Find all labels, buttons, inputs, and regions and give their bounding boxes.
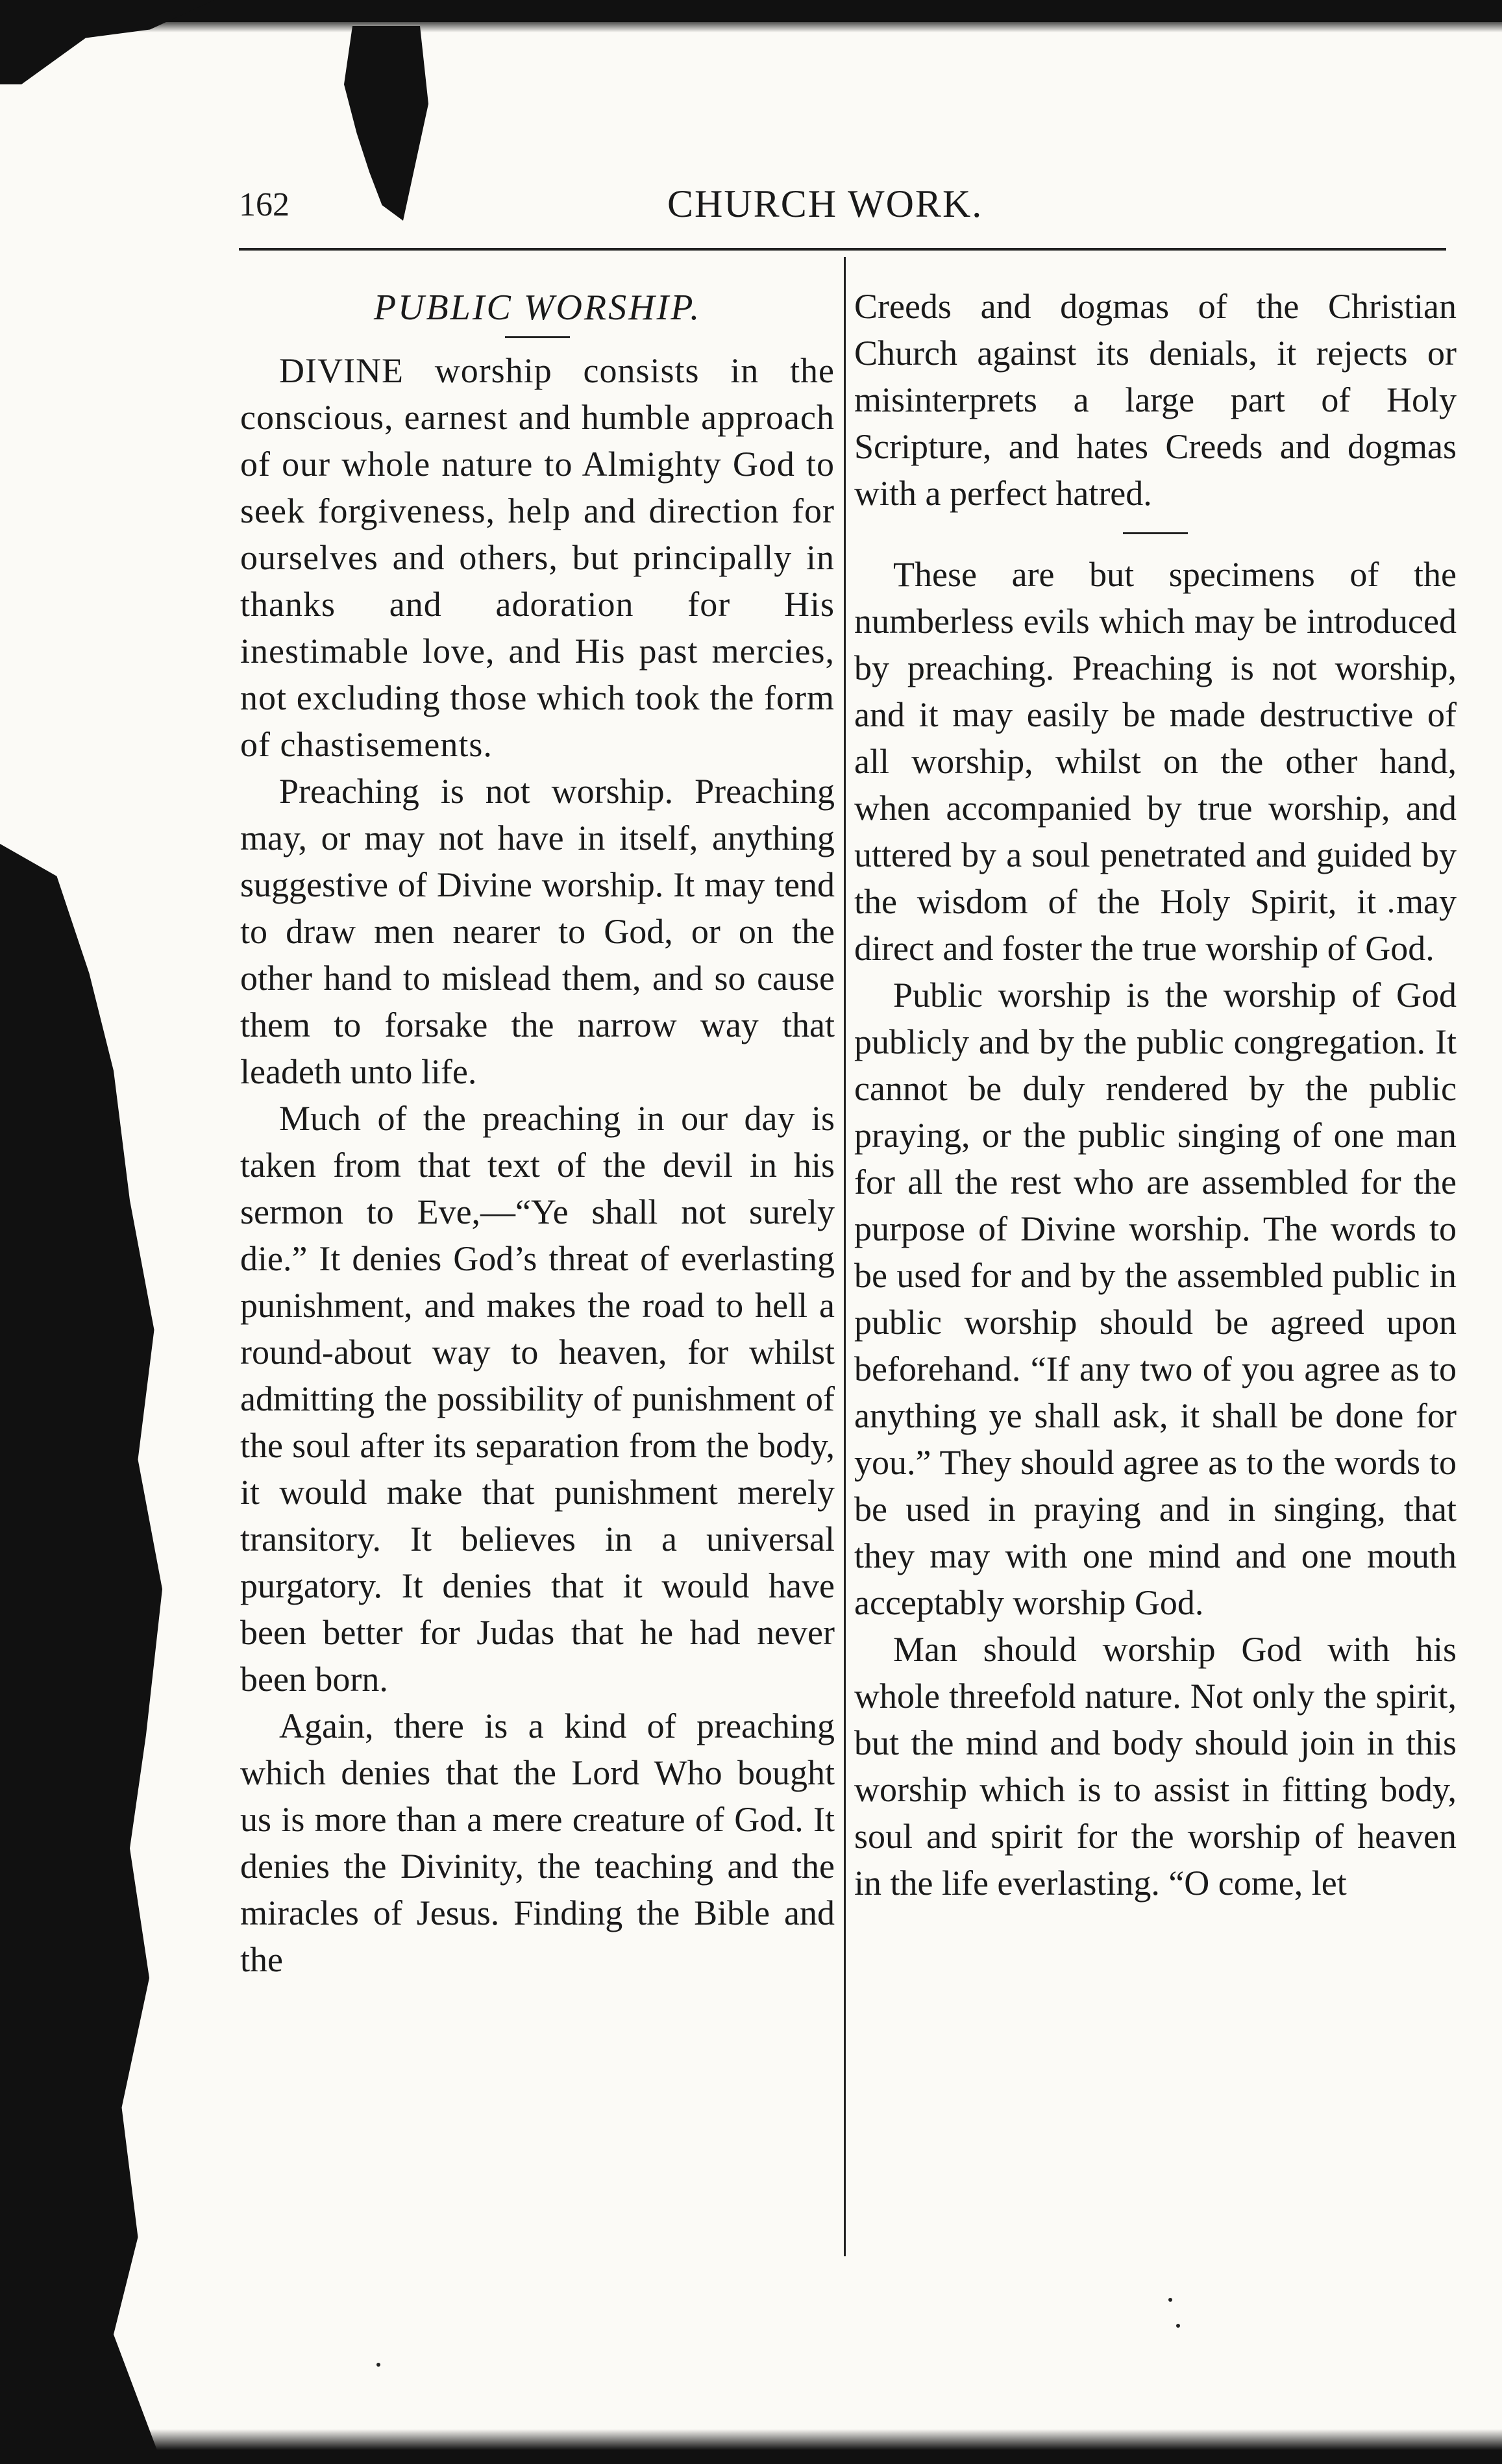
title-rule: [505, 336, 570, 338]
article-title: PUBLIC WORSHIP.: [373, 288, 702, 328]
page-number: 162: [239, 186, 289, 223]
scan-speck: [1168, 2298, 1172, 2302]
scan-speck: [376, 2363, 380, 2367]
running-head: CHURCH WORK.: [667, 182, 983, 225]
paragraph: Again, there is a kind of preaching which denies that the Lord Who bought us is more than a mere creature of God. It denies the Divinity, the teaching and the miracles of Jesus. Finding the Bible and the: [240, 1706, 835, 1979]
paragraph: Man should worship God with his whole threefold nature. Not only the spirit, but the mind and body should join in this worship which is to assist in fitting body, soul and spirit for the worship of heaven in the life everlasting. “O come, let: [854, 1630, 1457, 1903]
header-rule: [239, 248, 1446, 251]
paragraph: Public worship is the worship of God publicly and by the public congregation. It cannot be duly rendered by the public praying, or the public singing of one man for all the rest who are assembled for the purpose of Divine worship. The words to be used for and by the assembled public in public worship should be agreed upon beforehand. “If any two of you agree as to anything ye shall ask, it shall be done for you.” They should agree as to the words to be used in praying and in singing, that they may with one mind and one mouth acceptably worship God.: [854, 976, 1457, 1622]
scan-edge-bottom: [0, 2429, 1502, 2464]
paragraph-continuation: Creeds and dogmas of the Christian Church against its denials, it rejects or misinterprets a large part of Holy Scripture, and hates Creeds and dogmas with a perfect hatred.: [854, 287, 1457, 513]
torn-corner: [0, 0, 214, 84]
scan-edge-shadow: [0, 18, 1502, 32]
scan-speck: [1176, 2324, 1180, 2328]
ink-blot: [344, 26, 428, 221]
paragraph: Preaching is not worship. Preaching may, or may not have in itself, anything suggestive of Divine worship. It may tend to draw men nearer to God, or on the other hand to mislead them, and so cause them to forsake the narrow way that leadeth unto life.: [240, 772, 835, 1091]
right-column: [854, 283, 1457, 1906]
paragraph: DIVINE worship consists in the conscious, earnest and humble approach of our whole nature to Almighty God to seek forgiveness, help and direction for ourselves and others, but principally in thanks and adoration for His inestimable love, and His past mercies, not excluding those which took the form of chastisements.: [240, 351, 835, 764]
section-rule: [1123, 532, 1188, 534]
damaged-left-edge: [0, 844, 162, 2464]
left-column: [240, 283, 835, 1983]
paragraph: These are but specimens of the numberless evils which may be introduced by preaching. Preaching is not worship, and it may easily be made destructive of all worship, whilst on the other hand, when accompanied by true worship, and uttered by a soul penetrated and guided by the wisdom of the Holy Spirit, it may direct and foster the true worship of God.: [854, 555, 1457, 968]
column-divider: [844, 257, 846, 2256]
paragraph: Much of the preaching in our day is taken from that text of the devil in his sermon to Eve,—“Ye shall not surely die.” It denies God’s threat of everlasting punishment, and makes the road to hell a round-about way to heaven, for whilst admitting the possibility of punishment of the soul after its separation from the body, it would make that punishment merely transitory. It believes in a universal purgatory. It denies that it would have been better for Judas that he had never been born.: [240, 1099, 835, 1699]
